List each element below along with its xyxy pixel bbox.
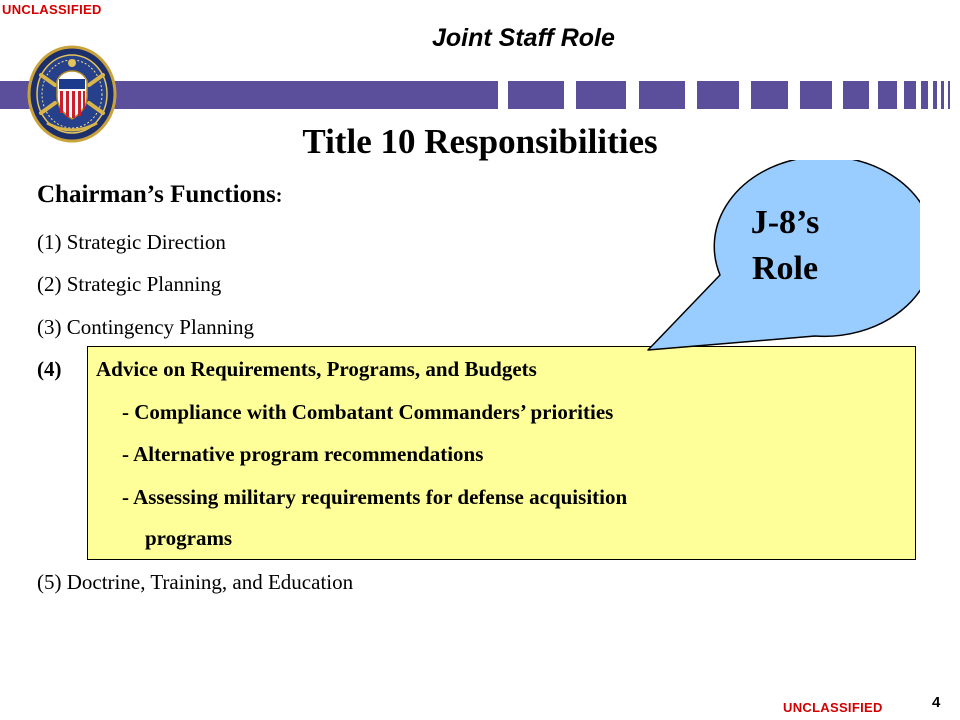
highlight-bullet-continuation: programs (145, 526, 233, 550)
classification-banner-bottom: UNCLASSIFIED (783, 700, 883, 715)
slide-title: Title 10 Responsibilities (302, 122, 658, 161)
page-number: 4 (932, 694, 941, 711)
highlight-bullet: - Compliance with Combatant Commanders’ priorities (122, 400, 614, 424)
subheading-text: Chairman’s Functions (37, 181, 276, 208)
list-item: (5) Doctrine, Training, and Education (37, 570, 354, 594)
highlight-heading: Advice on Requirements, Programs, and Budgets (96, 357, 537, 381)
header-banner (0, 79, 960, 111)
highlight-bullet: - Alternative program recommendations (122, 442, 484, 466)
callout-text (700, 200, 870, 292)
highlight-number: (4) (37, 357, 62, 381)
callout-line-2: Role (751, 250, 819, 287)
callout-line-1: J-8’s (750, 204, 820, 241)
highlight-bullet: - Assessing military requirements for defense acquisition (122, 485, 628, 509)
list-item: (2) Strategic Planning (37, 272, 222, 296)
header-title: Joint Staff Role (432, 24, 615, 52)
list-item: (1) Strategic Direction (37, 230, 226, 254)
section-subheading (37, 181, 282, 209)
classification-banner-top: UNCLASSIFIED (2, 2, 102, 17)
subheading-colon: : (275, 185, 283, 207)
list-item: (3) Contingency Planning (37, 315, 254, 339)
